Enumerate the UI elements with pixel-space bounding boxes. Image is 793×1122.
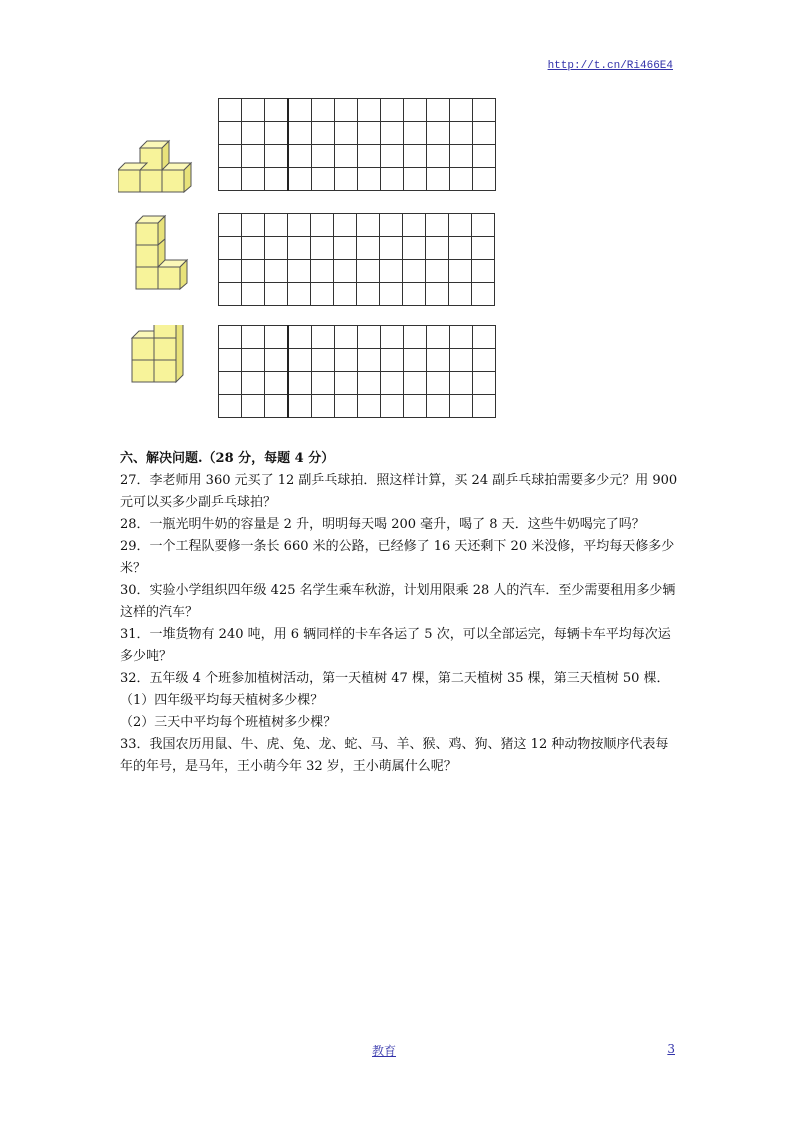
- question-29: 29．一个工程队要修一条长 660 米的公路，已经修了 16 天还剩下 20 米没修，平均每天修多少米？: [120, 539, 675, 576]
- figure-row-1: [118, 98, 508, 198]
- question-27: 27．李老师用 360 元买了 12 副乒乓球拍．照这样计算，买 24 副乒乓球拍需要多少元？用 900 元可以买多少副乒乓球拍？: [120, 473, 678, 510]
- answer-grid-3: [218, 325, 496, 418]
- answer-grid-1: [218, 98, 496, 191]
- problem-section: [120, 448, 680, 778]
- header-link[interactable]: http://t.cn/Ri466E4: [547, 60, 673, 72]
- cube-figure-3: [118, 325, 208, 425]
- cube-figure-2: [118, 213, 208, 313]
- page-number: 3: [667, 1042, 675, 1056]
- question-32-part-1: （1）四年级平均每天植树多少棵？: [120, 693, 324, 708]
- section-title: 六、解决问题.（28 分，每题 4 分）: [120, 451, 335, 466]
- question-30: 30．实验小学组织四年级 425 名学生乘车秋游，计划用限乘 28 人的汽车．至少需要租用多少辆这样的汽车？: [120, 583, 676, 620]
- answer-grid-2: [218, 213, 495, 306]
- question-33: 33．我国农历用鼠、牛、虎、兔、龙、蛇、马、羊、猴、鸡、狗、猪这 12 种动物按顺序代表每年的年号，是马年，王小萌今年 32 岁，王小萌属什么呢？: [120, 737, 669, 774]
- figure-row-3: [118, 325, 508, 425]
- cube-figure-1: [118, 98, 208, 198]
- question-32-part-2: （2）三天中平均每个班植树多少棵？: [120, 715, 337, 730]
- question-28: 28．一瓶光明牛奶的容量是 2 升，明明每天喝 200 毫升，喝了 8 天．这些牛奶喝完了吗？: [120, 517, 645, 532]
- question-32: 32．五年级 4 个班参加植树活动，第一天植树 47 棵，第二天植树 35 棵，第三天植树 50 棵．: [120, 671, 670, 686]
- figure-row-2: [118, 213, 508, 313]
- footer-link[interactable]: 教育: [372, 1044, 397, 1058]
- question-31: 31．一堆货物有 240 吨，用 6 辆同样的卡车各运了 5 次，可以全部运完，每辆卡车平均每次运多少吨？: [120, 627, 671, 664]
